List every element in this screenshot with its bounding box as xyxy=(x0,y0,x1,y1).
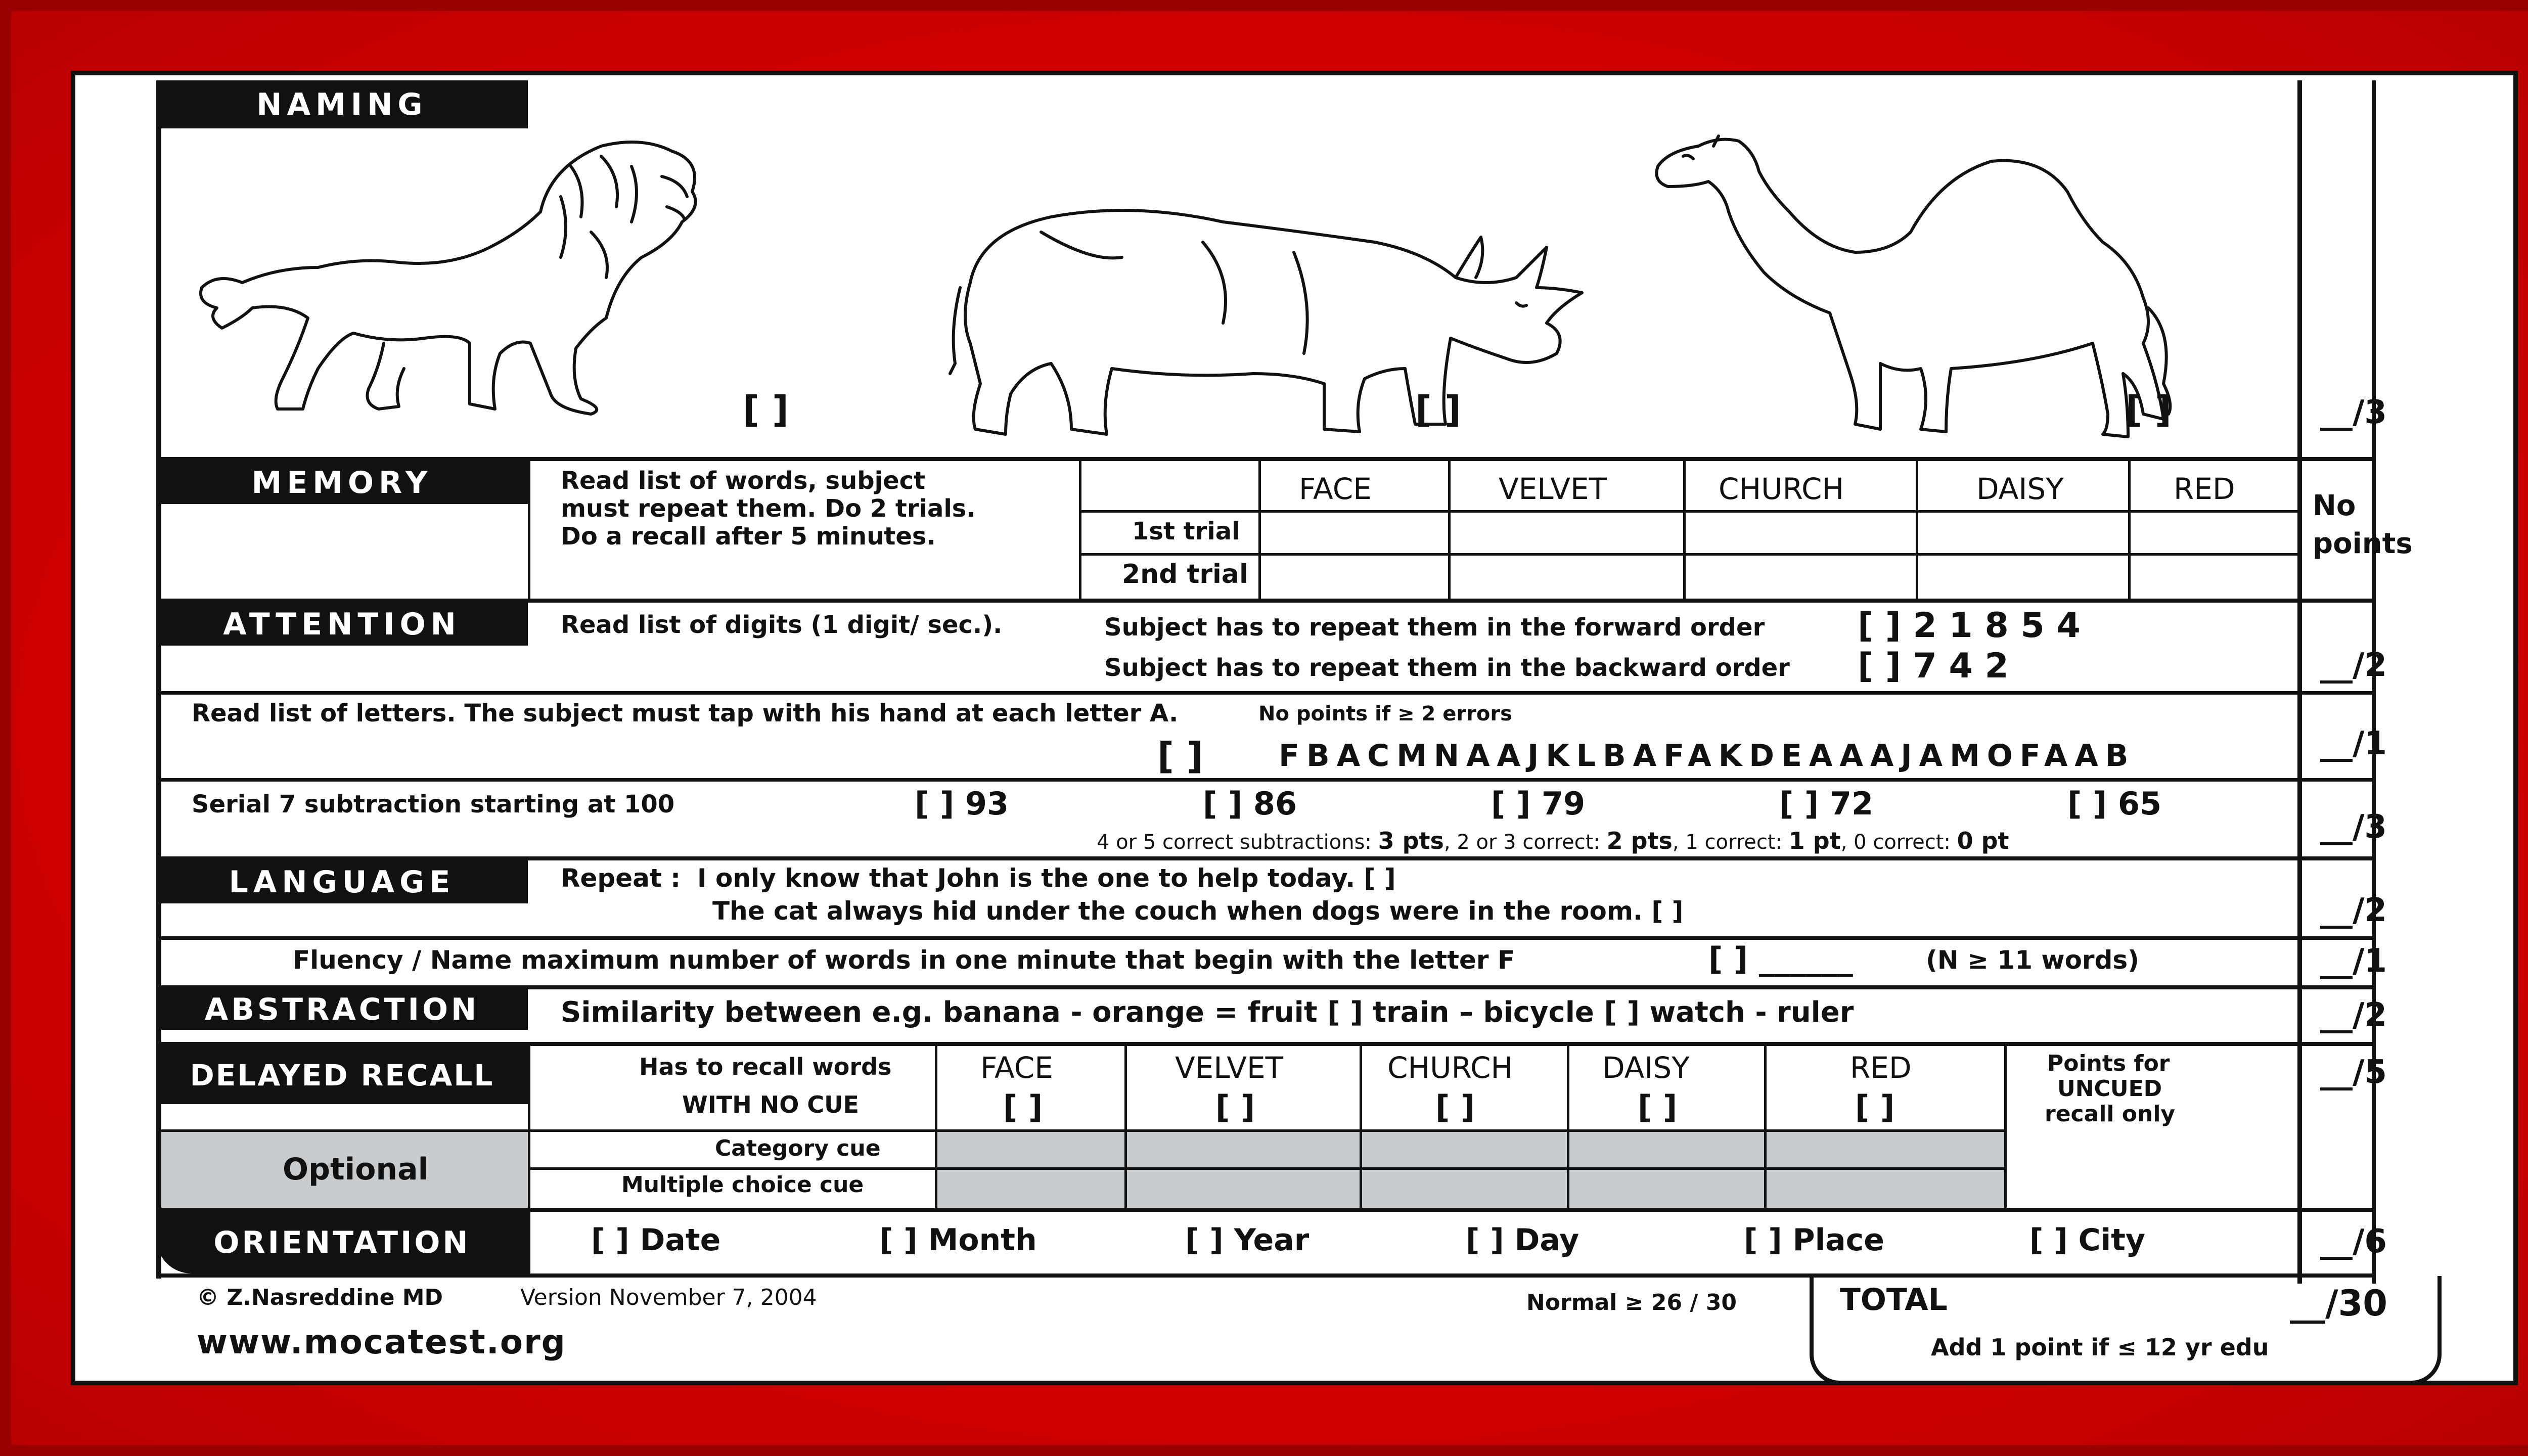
memory-no-points-2: points xyxy=(2313,527,2413,560)
letters-note: No points if ≥ 2 errors xyxy=(1258,702,1512,725)
repeat-sentence-1[interactable]: I only know that John is the one to help today. [ ] xyxy=(697,863,1396,893)
version: Version November 7, 2004 xyxy=(520,1285,817,1310)
scoring-pts: 1 pt xyxy=(1788,827,1841,854)
serial-79[interactable]: [ ] 79 xyxy=(1491,785,1586,822)
orientation-score: __/6 xyxy=(2320,1223,2387,1260)
scoring-pts: 0 pt xyxy=(1957,827,2009,854)
total-score: __/30 xyxy=(2290,1283,2387,1324)
backward-order-label: Subject has to repeat them in the backward order xyxy=(1104,654,1790,682)
memory-instruction-2: must repeat them. Do 2 trials. xyxy=(561,494,976,523)
fluency-note: (N ≥ 11 words) xyxy=(1926,945,2139,975)
serial-65[interactable]: [ ] 65 xyxy=(2067,785,2162,822)
letters-checkbox[interactable]: [ ] xyxy=(1157,735,1203,777)
col-divider xyxy=(1079,461,1081,599)
delayed-checkbox-velvet[interactable]: [ ] xyxy=(1215,1088,1255,1125)
row-divider xyxy=(156,691,2376,695)
col-divider xyxy=(1916,461,1918,599)
row-divider xyxy=(156,1042,2376,1046)
serial-72[interactable]: [ ] 72 xyxy=(1779,785,1874,822)
orientation-year[interactable]: [ ] Year xyxy=(1185,1222,1310,1258)
delayed-label-2: WITH NO CUE xyxy=(682,1091,859,1118)
col-divider xyxy=(1683,461,1686,599)
repeat-sentence-2[interactable]: The cat always hid under the couch when dogs were in the room. [ ] xyxy=(712,896,1684,926)
col-divider xyxy=(528,1212,530,1273)
memory-word-face: FACE xyxy=(1299,472,1372,506)
repeat-score: __/2 xyxy=(2320,892,2387,929)
col-divider xyxy=(1258,461,1261,599)
memory-header: MEMORY xyxy=(156,461,528,504)
serial-instruction: Serial 7 subtraction starting at 100 xyxy=(192,790,675,818)
attention-header: ATTENTION xyxy=(156,603,528,646)
delayed-word-red: RED xyxy=(1850,1051,1912,1085)
row-divider xyxy=(156,778,2376,782)
col-divider xyxy=(1124,1046,1127,1208)
letters-score: __/1 xyxy=(2320,725,2387,762)
col-divider xyxy=(528,1046,530,1208)
fluency-score: __/1 xyxy=(2320,942,2387,980)
abstraction-score: __/2 xyxy=(2320,996,2387,1034)
memory-trial-1-label: 1st trial xyxy=(1132,517,1240,545)
naming-checkbox-camel[interactable]: [ ] xyxy=(2126,388,2172,431)
memory-no-points-1: No xyxy=(2313,489,2356,522)
row-divider xyxy=(156,599,2376,603)
letters-instruction: Read list of letters. The subject must tap with his hand at each letter A. xyxy=(192,699,1179,727)
lion-illustration xyxy=(187,106,859,429)
delayed-word-face: FACE xyxy=(980,1051,1053,1085)
row-divider xyxy=(1079,553,2297,556)
delayed-word-velvet: VELVET xyxy=(1175,1051,1284,1085)
naming-checkbox-lion[interactable]: [ ] xyxy=(743,388,789,431)
total-label: TOTAL xyxy=(1840,1282,1948,1317)
scoring-text: , 1 correct: xyxy=(1672,831,1783,854)
forward-digits[interactable]: [ ] 2 1 8 5 4 xyxy=(1858,606,2081,646)
serial-86[interactable]: [ ] 86 xyxy=(1203,785,1297,822)
scoring-text: 4 or 5 correct subtractions: xyxy=(1097,831,1372,854)
row-divider xyxy=(156,985,2376,989)
row-divider xyxy=(156,936,2376,940)
points-note-1: Points for xyxy=(2047,1051,2170,1076)
digits-score: __/2 xyxy=(2320,647,2387,684)
memory-instruction-1: Read list of words, subject xyxy=(561,467,926,495)
website[interactable]: www.mocatest.org xyxy=(197,1323,566,1361)
category-cue-label: Category cue xyxy=(715,1135,881,1161)
delayed-checkbox-church[interactable]: [ ] xyxy=(1435,1088,1475,1125)
orientation-day[interactable]: [ ] Day xyxy=(1466,1222,1579,1258)
scoring-pts: 3 pts xyxy=(1378,827,1444,854)
forward-order-label: Subject has to repeat them in the forward order xyxy=(1104,613,1765,642)
orientation-header: ORIENTATION xyxy=(156,1212,528,1273)
col-divider xyxy=(1567,1046,1569,1208)
repeat-label: Repeat : xyxy=(561,863,681,893)
memory-word-church: CHURCH xyxy=(1719,472,1844,506)
delayed-recall-header: DELAYED RECALL xyxy=(156,1046,528,1104)
naming-score: __/3 xyxy=(2320,394,2387,431)
col-divider xyxy=(2004,1046,2007,1208)
delayed-label-1: Has to recall words xyxy=(639,1053,892,1080)
memory-word-red: RED xyxy=(2174,472,2235,506)
col-divider xyxy=(1448,461,1451,599)
col-divider xyxy=(1764,1046,1767,1208)
backward-digits[interactable]: [ ] 7 4 2 xyxy=(1858,646,2009,686)
abstraction-header: ABSTRACTION xyxy=(156,989,528,1030)
serial-score: __/3 xyxy=(2320,808,2387,846)
row-divider xyxy=(528,1167,2004,1170)
normal-range: Normal ≥ 26 / 30 xyxy=(1526,1290,1737,1315)
orientation-date[interactable]: [ ] Date xyxy=(591,1222,721,1258)
orientation-month[interactable]: [ ] Month xyxy=(879,1222,1037,1258)
serial-scoring-note xyxy=(1097,828,2009,854)
scoring-pts: 2 pts xyxy=(1606,827,1673,854)
naming-checkbox-rhino[interactable]: [ ] xyxy=(1415,388,1461,431)
col-divider xyxy=(935,1046,937,1208)
copyright: © Z.Nasreddine MD xyxy=(197,1285,443,1310)
fluency-text: Fluency / Name maximum number of words in one minute that begin with the letter F xyxy=(293,945,1515,975)
camel-illustration xyxy=(1638,131,2315,460)
multiple-choice-cue-label: Multiple choice cue xyxy=(621,1172,864,1198)
row-divider xyxy=(156,1208,2376,1212)
col-divider xyxy=(2128,461,2131,599)
abstraction-text[interactable]: Similarity between e.g. banana - orange = fruit [ ] train – bicycle [ ] watch - ruler xyxy=(561,996,1854,1029)
points-note-3: recall only xyxy=(2045,1101,2176,1127)
orientation-city[interactable]: [ ] City xyxy=(2029,1222,2146,1258)
language-header: LANGUAGE xyxy=(156,860,528,903)
serial-93[interactable]: [ ] 93 xyxy=(915,785,1009,822)
delayed-checkbox-red[interactable]: [ ] xyxy=(1855,1088,1895,1125)
delayed-word-daisy: DAISY xyxy=(1602,1051,1690,1085)
scoring-text: , 2 or 3 correct: xyxy=(1443,831,1600,854)
delayed-checkbox-face[interactable]: [ ] xyxy=(1003,1088,1043,1125)
memory-word-daisy: DAISY xyxy=(1976,472,2064,506)
digits-instruction: Read list of digits (1 digit/ sec.). xyxy=(561,611,1003,639)
optional-label: Optional xyxy=(283,1152,429,1187)
rhino-illustration xyxy=(940,202,1683,444)
row-divider xyxy=(156,856,2376,860)
points-note-2: UNCUED xyxy=(2057,1076,2162,1102)
delayed-checkbox-daisy[interactable]: [ ] xyxy=(1638,1088,1678,1125)
row-divider xyxy=(1079,510,2297,513)
col-divider xyxy=(528,461,530,599)
col-divider xyxy=(1360,1046,1362,1208)
edu-note: Add 1 point if ≤ 12 yr edu xyxy=(1931,1334,2269,1361)
memory-instruction-3: Do a recall after 5 minutes. xyxy=(561,522,936,551)
moca-form-sheet xyxy=(71,71,2518,1385)
orientation-place[interactable]: [ ] Place xyxy=(1744,1222,1884,1258)
fluency-input[interactable]: [ ] ______ xyxy=(1708,940,1853,977)
delayed-recall-score: __/5 xyxy=(2320,1054,2387,1091)
memory-word-velvet: VELVET xyxy=(1499,472,1607,506)
memory-trial-2-label: 2nd trial xyxy=(1122,559,1248,589)
letters-sequence: FBACMNAAJKLBAFAKDEAAAJAMOFAAB xyxy=(1279,738,2136,774)
delayed-word-church: CHURCH xyxy=(1387,1051,1513,1085)
scoring-text: , 0 correct: xyxy=(1840,831,1951,854)
naming-header: NAMING xyxy=(156,80,528,128)
row-divider xyxy=(161,1129,2004,1132)
